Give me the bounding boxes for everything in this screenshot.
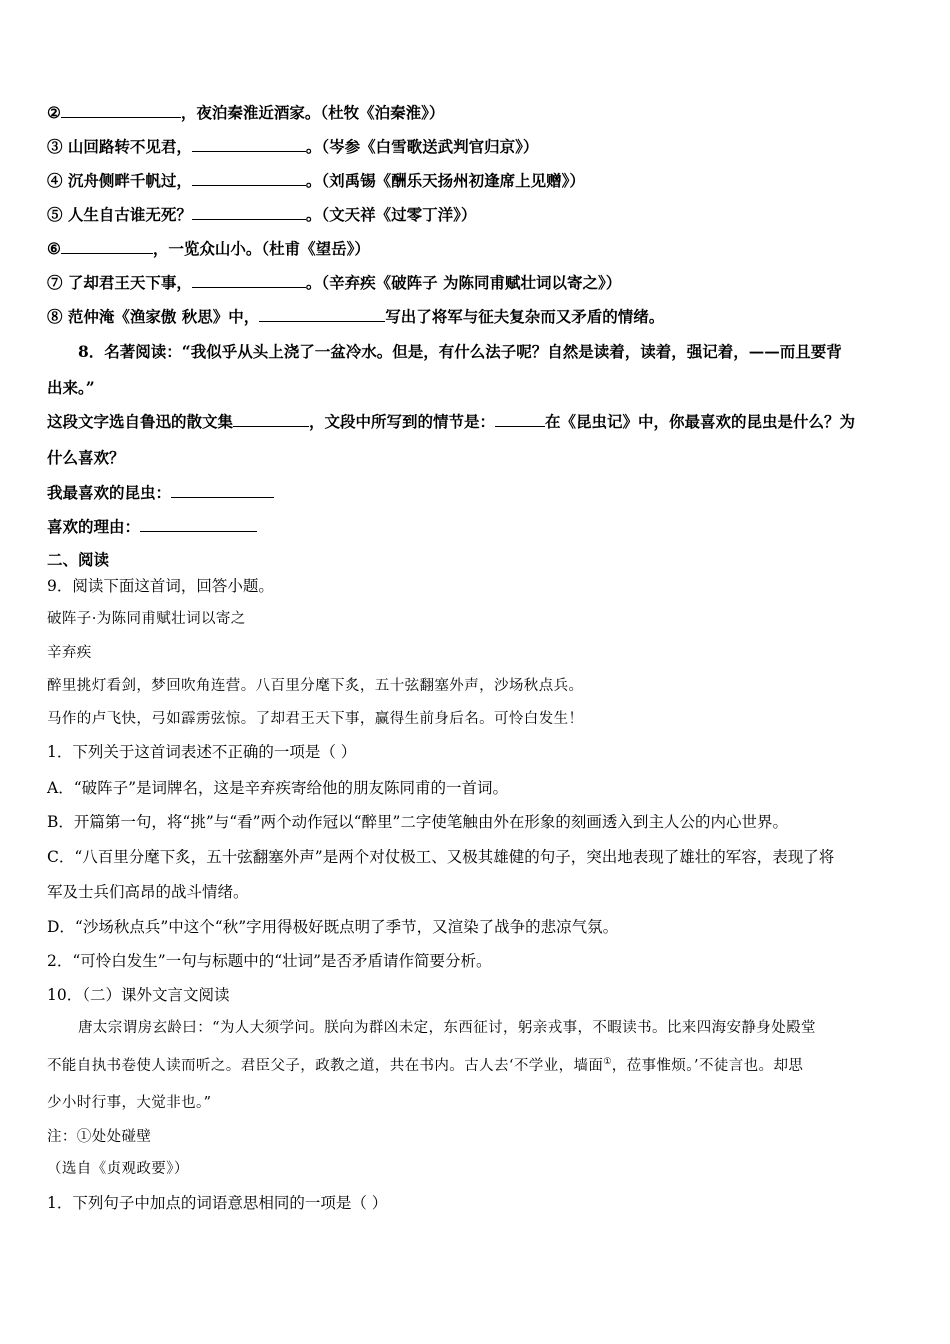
section-heading: 二、阅读 [47, 550, 110, 569]
reading8-question [47, 411, 855, 432]
q9-sub2: 2．“可怜白发生”一句与标题中的“壮词”是否矛盾请作简要分析。 [47, 952, 492, 970]
reading8-question-part2: ，文段中所写到的情节是： [309, 412, 496, 431]
reading8-quote-line2: 出来。” [47, 378, 95, 397]
answer-blank[interactable] [192, 272, 306, 288]
option-c-line1: C．“八百里分麾下炙，五十弦翻塞外声”是两个对仗极工、又极其雄健的句子，突出地表现了雄壮的军容，表现了将 [47, 848, 835, 866]
poem-fill-3 [47, 136, 538, 157]
poem-fill-4-prefix: ④ 沉舟侧畔千帆过， [47, 171, 192, 190]
option-a: A．“破阵子”是词牌名，这是辛弃疾寄给他的朋友陈同甫的一首词。 [47, 779, 509, 797]
poem-fill-2-suffix: ，夜泊秦淮近酒家。（杜牧《泊秦淮》） [180, 103, 445, 122]
answer-blank[interactable] [171, 482, 274, 498]
reason-answer-line [47, 516, 257, 537]
poem-fill-8-prefix: ⑧ 范仲淹《渔家傲 秋思》中， [47, 307, 260, 326]
poem-fill-5 [47, 204, 476, 225]
q10-sub1: 1．下列句子中加点的词语意思相同的一项是（ ） [47, 1194, 388, 1212]
poem-fill-3-suffix: 。（岑参《白雪歌送武判官归京》） [305, 137, 539, 156]
answer-blank[interactable] [61, 238, 153, 254]
poem-fill-2 [47, 102, 444, 123]
q9-sub1: 1．下列关于这首词表述不正确的一项是（ ） [47, 743, 357, 761]
poem-fill-7 [47, 272, 621, 293]
poem-fill-7-suffix: 。（辛弃疾《破阵子 为陈同甫赋壮词以寄之》） [305, 273, 622, 292]
classical-text-line1: 唐太宗谓房玄龄曰：“为人大须学问。朕向为群凶未定，东西征讨，躬亲戎事，不暇读书。比来四海安静身处殿堂 [78, 1020, 816, 1036]
poem-fill-4 [47, 170, 585, 191]
poem-fill-6-prefix: ⑥ [47, 239, 61, 258]
footnote-marker: ① [603, 1057, 612, 1068]
poem-fill-7-prefix: ⑦ 了却君王天下事， [47, 273, 192, 292]
option-d: D．“沙场秋点兵”中这个“秋”字用得极好既点明了季节，又渲染了战争的悲凉气氛。 [47, 918, 619, 936]
poem-fill-5-suffix: 。（文天祥《过零丁洋》） [305, 205, 477, 224]
answer-blank[interactable] [192, 170, 306, 186]
answer-blank[interactable] [495, 411, 545, 427]
classical-text-line2-b: ，莅事惟烦。’不徒言也。却思 [611, 1058, 804, 1074]
poem-fill-8 [47, 306, 664, 327]
reason-label: 喜欢的理由： [47, 517, 141, 536]
reading8-question-part3: 在《昆虫记》中，你最喜欢的昆虫是什么？为 [545, 412, 856, 431]
q10-intro: 10．（二）课外文言文阅读 [47, 986, 230, 1004]
poem-title: 破阵子·为陈同甫赋壮词以寄之 [47, 611, 246, 627]
source-note: （选自《贞观政要》） [47, 1161, 189, 1177]
poem-fill-5-prefix: ⑤ 人生自古谁无死？ [47, 205, 192, 224]
answer-blank[interactable] [259, 306, 385, 322]
poem-author: 辛弃疾 [47, 645, 92, 661]
poem-fill-3-prefix: ③ 山回路转不见君， [47, 137, 192, 156]
reading8-question-line2: 什么喜欢？ [47, 448, 125, 467]
footnote: 注：①处处碰壁 [47, 1129, 152, 1145]
answer-blank[interactable] [140, 516, 257, 532]
poem-fill-8-suffix: 写出了将军与征夫复杂而又矛盾的情绪。 [385, 307, 665, 326]
poem-fill-6-suffix: ，一览众山小。（杜甫《望岳》） [152, 239, 370, 258]
classical-text-line3: 少小时行事，大觉非也。” [47, 1095, 212, 1111]
answer-blank[interactable] [192, 136, 306, 152]
insect-answer-line [47, 482, 274, 503]
poem-line-2: 马作的卢飞快，弓如霹雳弦惊。了却君王天下事，赢得生前身后名。可怜白发生！ [47, 711, 584, 727]
poem-fill-2-prefix: ② [47, 103, 61, 122]
option-c-line2: 军及士兵们高昂的战斗情绪。 [47, 883, 249, 901]
answer-blank[interactable] [233, 411, 309, 427]
reading8-quote-line1: 8．名著阅读：“我似乎从头上浇了一盆冷水。但是，有什么法子呢？自然是读着，读着，强记着，——而且要背 [78, 342, 842, 361]
q9-intro: 9．阅读下面这首词，回答小题。 [47, 577, 274, 595]
poem-fill-6 [47, 238, 370, 259]
reading8-question-part1: 这段文字选自鲁迅的散文集 [47, 412, 234, 431]
classical-text-line2 [47, 1056, 803, 1076]
poem-line-1: 醉里挑灯看剑，梦回吹角连营。八百里分麾下炙，五十弦翻塞外声，沙场秋点兵。 [47, 678, 584, 694]
answer-blank[interactable] [61, 102, 181, 118]
poem-fill-4-suffix: 。（刘禹锡《酬乐天扬州初逢席上见赠》） [305, 171, 585, 190]
insect-label: 我最喜欢的昆虫： [47, 483, 172, 502]
answer-blank[interactable] [192, 204, 306, 220]
option-b: B．开篇第一句，将“挑”与“看”两个动作冠以“醉里”二字使笔触由外在形象的刻画透入到主人公的内心世界。 [47, 813, 788, 831]
classical-text-line2-a: 不能自执书卷使人读而听之。君臣父子，政教之道，共在书内。古人去‘不学业，墙面 [47, 1058, 604, 1074]
